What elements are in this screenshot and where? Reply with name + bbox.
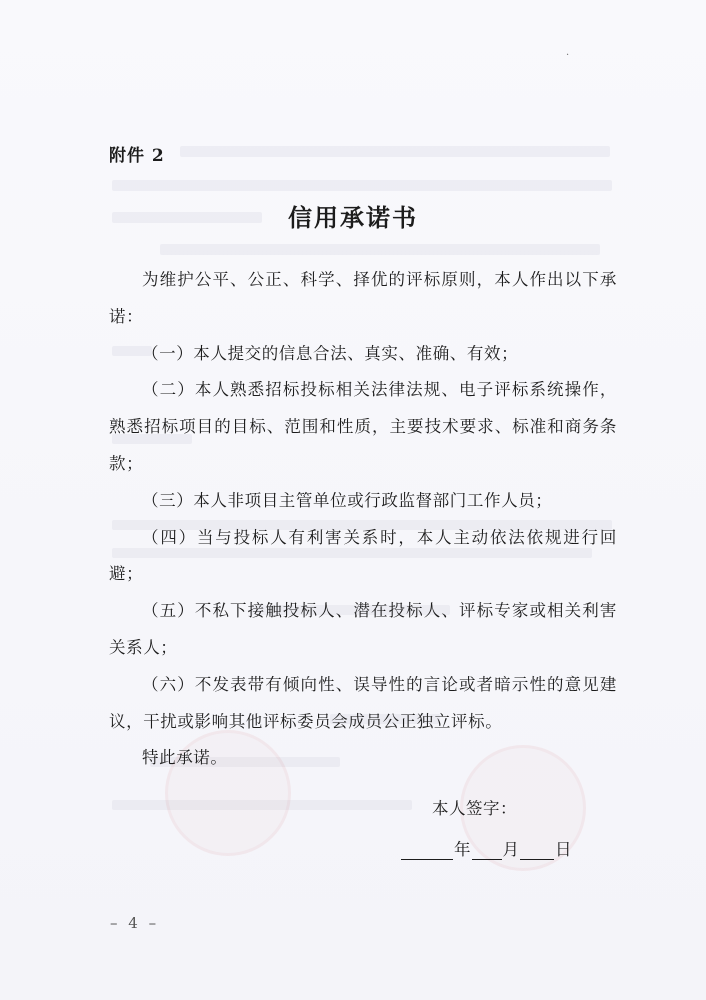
paragraph-item-1: （一）本人提交的信息合法、真实、准确、有效； — [142, 343, 519, 363]
year-blank — [401, 841, 453, 860]
bleed-through-mark — [112, 180, 612, 191]
bleed-through-mark — [180, 146, 610, 157]
day-label: 日 — [555, 840, 572, 859]
document-title: 信用承诺书 — [288, 203, 418, 232]
paragraph-item-6: （六）不发表带有倾向性、误导性的言论或者暗示性的意见建议，干扰或影响其他评标委员会成员公正独立评标。 — [109, 674, 617, 731]
paragraph-closing: 特此承诺。 — [142, 748, 228, 768]
year-label: 年 — [454, 840, 471, 859]
paragraph-item-3: （三）本人非项目主管单位或行政监督部门工作人员； — [142, 490, 553, 510]
month-label: 月 — [502, 840, 519, 859]
month-blank — [472, 841, 502, 860]
paragraph-item-2: （二）本人熟悉招标投标相关法律法规、电子评标系统操作，熟悉招标项目的目标、范围和性质，主要技术要求、标准和商务条款； — [109, 380, 617, 473]
paragraph-intro: 为维护公平、公正、科学、择优的评标原则，本人作出以下承诺： — [109, 270, 617, 326]
signature-label: 本人签字： — [432, 799, 517, 818]
scan-speck: · — [566, 50, 570, 61]
attachment-label: 附件 2 — [109, 146, 165, 166]
bleed-through-mark — [160, 244, 600, 255]
page-number: – 4 – — [110, 914, 160, 932]
date-line — [400, 836, 572, 860]
day-blank — [520, 841, 554, 860]
paragraph-item-5: （五）不私下接触投标人、潜在投标人、评标专家或相关利害关系人； — [109, 601, 617, 657]
paragraph-item-4: （四）当与投标人有利害关系时，本人主动依法依规进行回避； — [109, 527, 617, 584]
document-body — [109, 262, 617, 777]
